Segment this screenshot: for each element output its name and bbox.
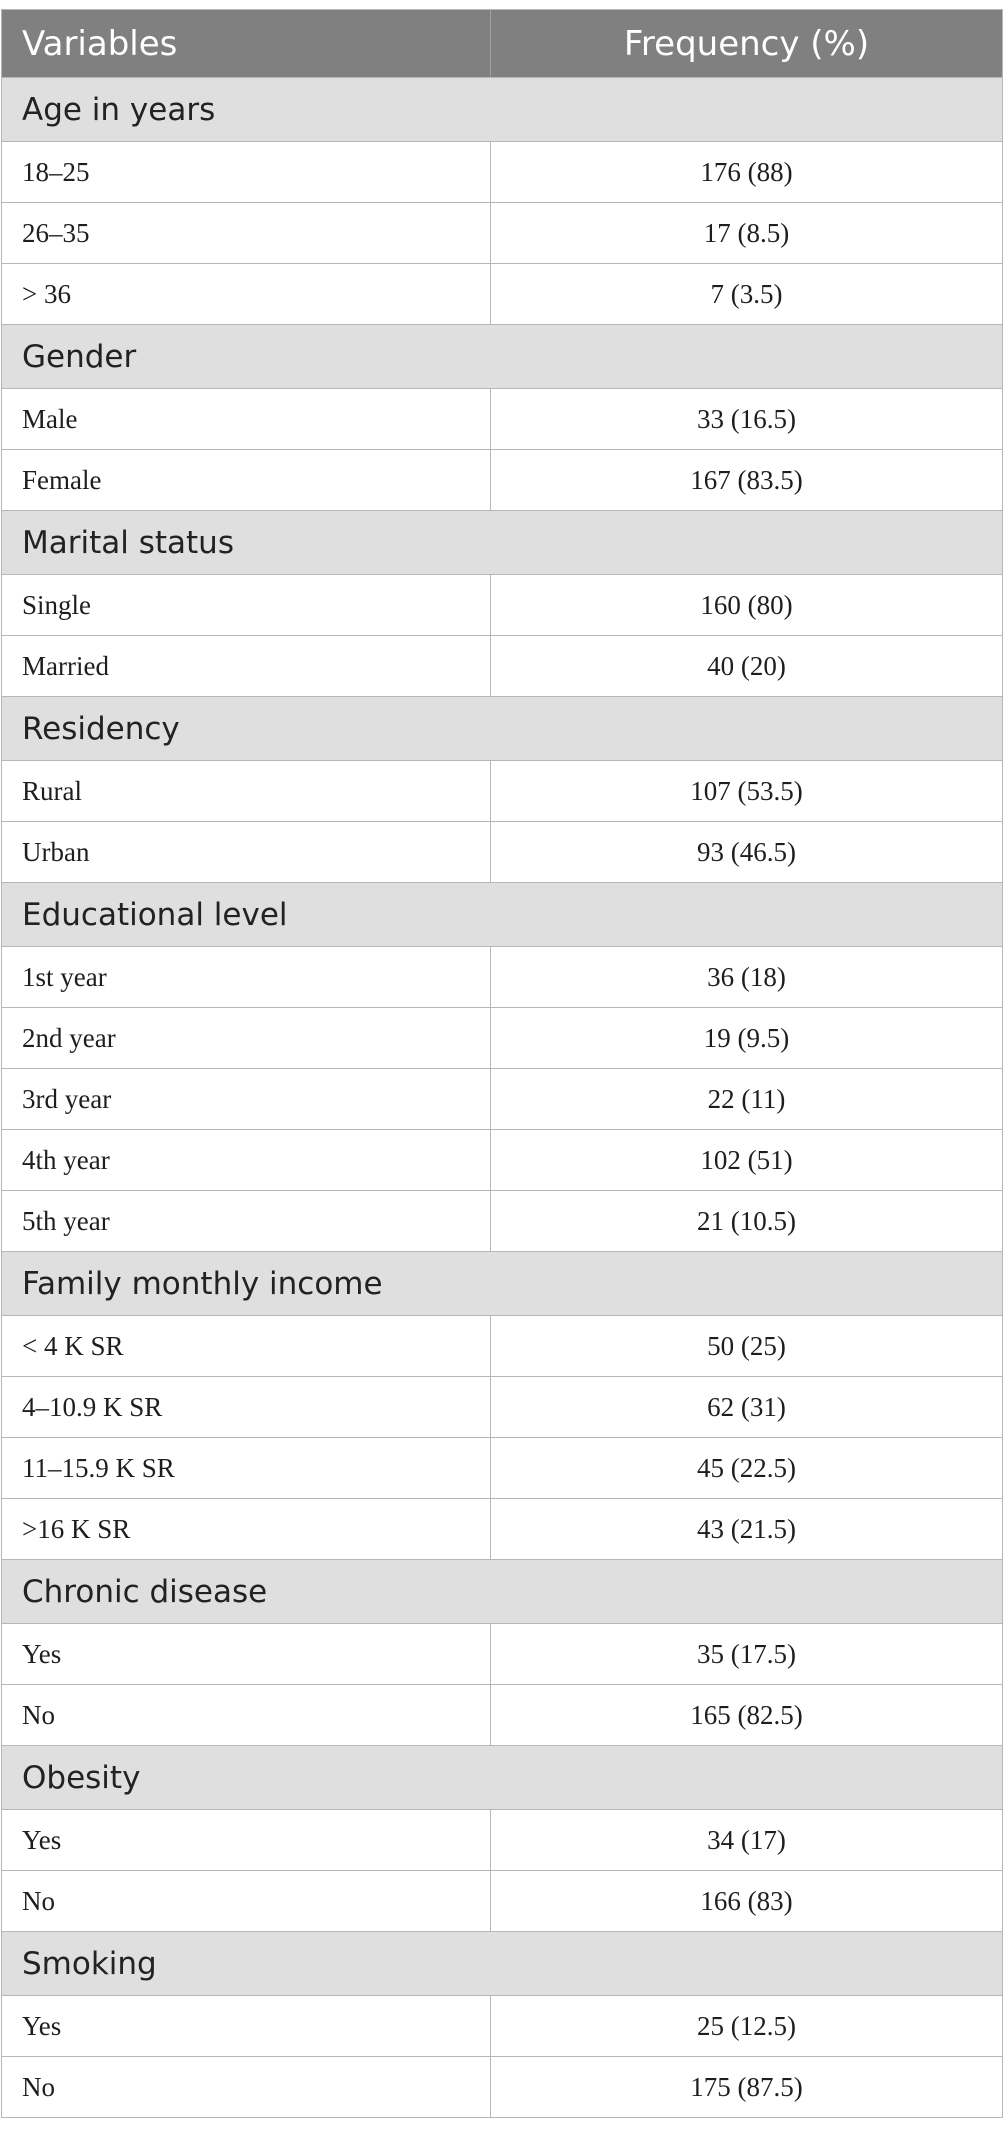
table-row <box>2 760 1002 821</box>
row-value: 165 (82.5) <box>690 1699 803 1730</box>
table-row <box>2 263 1002 324</box>
table-row <box>2 1376 1002 1437</box>
row-value: 167 (83.5) <box>690 464 803 495</box>
table-row <box>2 574 1002 635</box>
table-row <box>2 1995 1002 2056</box>
row-value: 19 (9.5) <box>703 1022 790 1053</box>
table-row <box>2 1809 1002 1870</box>
table-header-row <box>2 10 1002 77</box>
row-label: 11–15.9 K SR <box>2 1438 491 1498</box>
table-row <box>2 1684 1002 1745</box>
table-row <box>2 1498 1002 1559</box>
row-label: 1st year <box>2 947 491 1007</box>
row-label: No <box>2 1685 491 1745</box>
row-value: 33 (16.5) <box>697 403 796 434</box>
row-value: 62 (31) <box>707 1391 786 1422</box>
row-label: No <box>2 2057 491 2117</box>
row-value: 36 (18) <box>707 961 786 992</box>
row-value: 160 (80) <box>700 589 793 620</box>
table-row <box>2 2056 1002 2117</box>
row-value: 107 (53.5) <box>690 775 803 806</box>
row-value: 43 (21.5) <box>697 1513 796 1544</box>
table-row <box>2 946 1002 1007</box>
section-header: Smoking <box>2 1931 1002 1995</box>
row-value: 50 (25) <box>707 1330 786 1361</box>
row-label: Yes <box>2 1624 491 1684</box>
row-value: 22 (11) <box>707 1083 786 1114</box>
section-header: Educational level <box>2 882 1002 946</box>
row-value: 45 (22.5) <box>697 1452 796 1483</box>
row-label: Yes <box>2 1996 491 2056</box>
row-label: Male <box>2 389 491 449</box>
section-header: Chronic disease <box>2 1559 1002 1623</box>
row-label: Married <box>2 636 491 696</box>
row-value: 102 (51) <box>700 1144 793 1175</box>
table-row <box>2 1068 1002 1129</box>
table-row <box>2 202 1002 263</box>
row-value: 35 (17.5) <box>697 1638 796 1669</box>
row-label: Yes <box>2 1810 491 1870</box>
row-value: 17 (8.5) <box>703 217 790 248</box>
row-label: > 36 <box>2 264 491 324</box>
row-label: < 4 K SR <box>2 1316 491 1376</box>
header-frequency: Frequency (%) <box>623 23 870 64</box>
section-header: Family monthly income <box>2 1251 1002 1315</box>
section-header: Age in years <box>2 77 1002 141</box>
header-variables: Variables <box>2 10 491 77</box>
row-label: Urban <box>2 822 491 882</box>
row-value: 21 (10.5) <box>697 1205 796 1236</box>
table-row <box>2 1870 1002 1931</box>
row-value: 40 (20) <box>707 650 786 681</box>
row-label: 26–35 <box>2 203 491 263</box>
section-header: Gender <box>2 324 1002 388</box>
table-row <box>2 1190 1002 1251</box>
table-row <box>2 635 1002 696</box>
row-label: 18–25 <box>2 142 491 202</box>
row-label: 4th year <box>2 1130 491 1190</box>
row-label: Female <box>2 450 491 510</box>
table-row <box>2 1129 1002 1190</box>
row-value: 7 (3.5) <box>710 278 783 309</box>
row-value: 175 (87.5) <box>690 2071 803 2102</box>
section-header: Marital status <box>2 510 1002 574</box>
table-row <box>2 821 1002 882</box>
row-label: Rural <box>2 761 491 821</box>
row-label: No <box>2 1871 491 1931</box>
row-value: 166 (83) <box>700 1885 793 1916</box>
row-value: 25 (12.5) <box>697 2010 796 2041</box>
row-label: 3rd year <box>2 1069 491 1129</box>
table-row <box>2 449 1002 510</box>
row-value: 93 (46.5) <box>697 836 796 867</box>
table-row <box>2 1623 1002 1684</box>
row-label: 2nd year <box>2 1008 491 1068</box>
row-label: Single <box>2 575 491 635</box>
section-header: Residency <box>2 696 1002 760</box>
row-label: 4–10.9 K SR <box>2 1377 491 1437</box>
table-row <box>2 1437 1002 1498</box>
row-label: >16 K SR <box>2 1499 491 1559</box>
section-header: Obesity <box>2 1745 1002 1809</box>
table-row <box>2 141 1002 202</box>
demographics-table <box>1 9 1003 2118</box>
row-value: 34 (17) <box>707 1824 786 1855</box>
table-row <box>2 1007 1002 1068</box>
row-value: 176 (88) <box>700 156 793 187</box>
table-row <box>2 388 1002 449</box>
table-row <box>2 1315 1002 1376</box>
row-label: 5th year <box>2 1191 491 1251</box>
